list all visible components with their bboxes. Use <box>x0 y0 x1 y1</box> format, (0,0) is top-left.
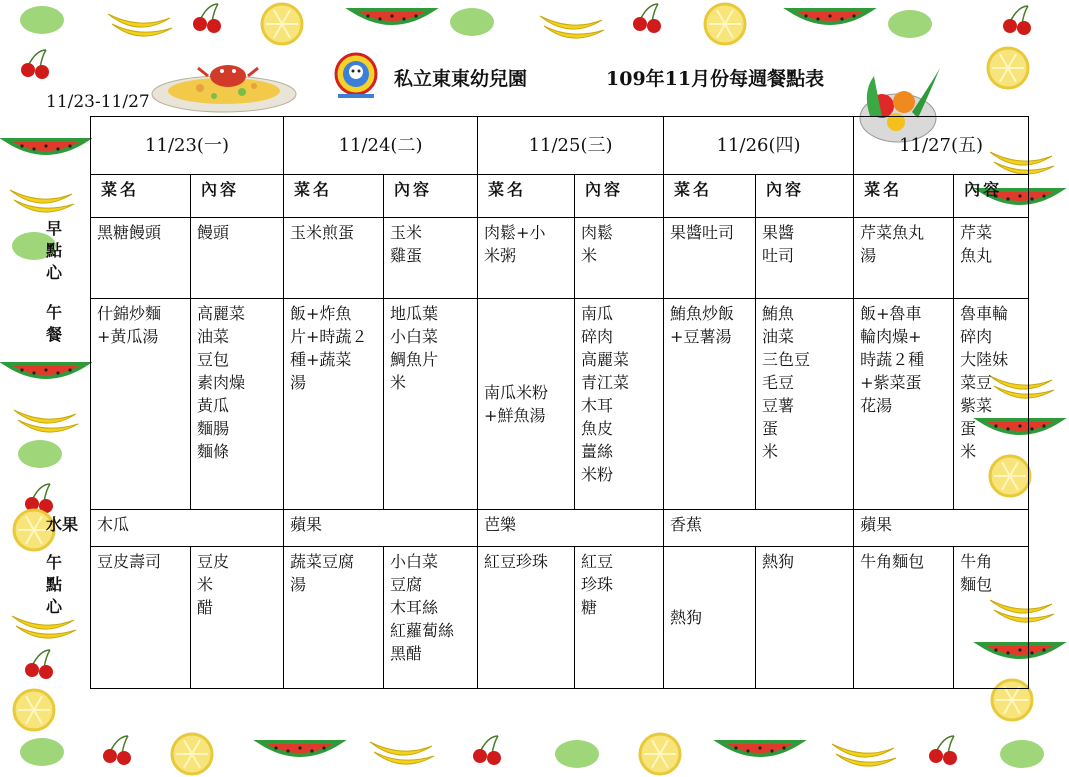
day-date: 11/24(二) <box>284 117 478 175</box>
afternoon-content-line: 黑醋 <box>390 644 423 663</box>
cherry-icon <box>633 4 661 33</box>
breakfast-dish <box>284 218 384 299</box>
lunch-dish <box>854 299 954 510</box>
row-label-afternoon-char: 午 <box>45 553 62 572</box>
afternoon-content-line: 珍珠 <box>581 575 614 594</box>
row-label-afternoon-char: 心 <box>45 597 62 616</box>
afternoon-dish-line: 牛角麵包 <box>860 552 925 571</box>
afternoon-dish <box>854 547 954 689</box>
lunch-dish <box>664 299 756 510</box>
lunch-content-line: 米 <box>960 442 977 461</box>
lunch-dish-line: +黃瓜湯 <box>97 327 159 346</box>
cherry-icon <box>473 736 501 765</box>
lunch-content-line: 毛豆 <box>762 373 795 392</box>
lunch-dish-line: +紫菜蛋 <box>860 373 922 392</box>
afternoon-content-line: 紅豆 <box>581 552 614 571</box>
lunch-content-line: 碎肉 <box>960 327 993 346</box>
breakfast-content-line: 吐司 <box>762 246 795 265</box>
lunch-content-line: 高麗菜 <box>197 304 246 323</box>
afternoon-dish-line: 熱狗 <box>670 608 703 627</box>
lunch-content <box>384 299 478 510</box>
mango-icon <box>20 6 64 34</box>
lunch-dish-line: 南瓜米粉 <box>484 383 549 402</box>
breakfast-content-line: 饅頭 <box>197 223 230 242</box>
lunch-content-line: 蛋 <box>762 419 779 438</box>
mango-icon <box>450 8 494 36</box>
lunch-content-line: 高麗菜 <box>581 350 630 369</box>
lunch-dish-line: 飯+炸魚 <box>290 304 352 323</box>
school-name: 私立東東幼兒園 <box>394 68 528 90</box>
cherry-icon <box>103 736 131 765</box>
afternoon-dish <box>284 547 384 689</box>
lunch-content-line: 三色豆 <box>762 350 811 369</box>
lunch-dish-line: +鮮魚湯 <box>484 406 546 425</box>
lunch-content-line: 麵腸 <box>197 419 230 438</box>
afternoon-content-line: 糖 <box>581 598 598 617</box>
breakfast-dish-line: 黑糖饅頭 <box>97 223 162 242</box>
breakfast-content-line: 果醬 <box>762 223 795 242</box>
menu-title: 109年11月份每週餐點表 <box>606 68 825 90</box>
banana-icon <box>108 14 172 36</box>
row-label-breakfast-char: 早 <box>45 219 62 238</box>
mango-icon <box>1000 740 1044 768</box>
lemon-slice-icon <box>172 734 212 774</box>
afternoon-content <box>756 547 854 689</box>
afternoon-content-line: 熱狗 <box>762 552 795 571</box>
lunch-dish-line: 片+時蔬２ <box>290 327 368 346</box>
watermelon-icon <box>352 10 432 23</box>
lunch-dish-line: 種+蔬菜 <box>290 350 352 369</box>
lemon-slice-icon <box>640 734 680 774</box>
lunch-content <box>575 299 664 510</box>
breakfast-content <box>954 218 1029 299</box>
afternoon-dish <box>664 547 756 689</box>
row-label-breakfast-char: 心 <box>45 263 62 282</box>
afternoon-dish-line: 湯 <box>290 575 307 594</box>
lunch-dish-line: 時蔬２種 <box>860 350 925 369</box>
date-range: 11/23-11/27 <box>46 92 150 112</box>
watermelon-icon <box>6 140 86 153</box>
watermelon-icon <box>790 10 870 23</box>
breakfast-dish <box>854 218 954 299</box>
lemon-slice-icon <box>988 48 1028 88</box>
fruit-row <box>91 510 1029 547</box>
breakfast-content <box>756 218 854 299</box>
food-plate-icon <box>150 58 298 118</box>
afternoon-content-line: 醋 <box>197 598 214 617</box>
afternoon-content-line: 小白菜 <box>390 552 439 571</box>
lunch-content-line: 地瓜葉 <box>390 304 439 323</box>
fruit-cell: 木瓜 <box>91 510 284 547</box>
watermelon-icon <box>260 742 340 755</box>
lemon-slice-icon <box>14 690 54 730</box>
afternoon-content-line: 牛角 <box>960 552 993 571</box>
row-label-fruit: 水果 <box>45 515 78 534</box>
afternoon-dish-line: 豆皮壽司 <box>97 552 162 571</box>
row-label-breakfast <box>42 218 66 284</box>
lunch-content-line: 素肉燥 <box>197 373 246 392</box>
column-header-row <box>91 175 1029 218</box>
banana-icon <box>14 410 78 432</box>
lunch-dish <box>478 299 575 510</box>
banana-icon <box>12 616 76 638</box>
lunch-content <box>756 299 854 510</box>
mango-icon <box>20 738 64 766</box>
lunch-content-line: 蛋 <box>960 419 977 438</box>
banana-icon <box>832 744 896 766</box>
column-header-dish: 菜名 <box>664 175 756 218</box>
column-header-content: 內容 <box>756 175 854 218</box>
afternoon-content-line: 紅蘿蔔絲 <box>390 621 455 640</box>
column-header-dish: 菜名 <box>478 175 575 218</box>
lunch-dish-line: 花湯 <box>860 396 893 415</box>
breakfast-content-line: 玉米 <box>390 223 423 242</box>
lunch-content-line: 南瓜 <box>581 304 614 323</box>
lunch-content-line: 碎肉 <box>581 327 614 346</box>
afternoon-snack-row <box>91 547 1029 689</box>
mango-icon <box>18 440 62 468</box>
lunch-row <box>91 299 1029 510</box>
column-header-dish: 菜名 <box>284 175 384 218</box>
lunch-content-line: 魚皮 <box>581 419 614 438</box>
breakfast-dish-line: 米粥 <box>484 246 517 265</box>
afternoon-content <box>191 547 284 689</box>
lunch-dish-line: +豆薯湯 <box>670 327 732 346</box>
cherry-icon <box>929 736 957 765</box>
lemon-slice-icon <box>262 4 302 44</box>
row-label-afternoon <box>42 552 66 618</box>
watermelon-icon <box>6 364 86 377</box>
lunch-content <box>191 299 284 510</box>
lunch-dish-line: 鮪魚炒飯 <box>670 304 735 323</box>
row-label-breakfast-char: 點 <box>45 241 62 260</box>
lunch-content-line: 木耳 <box>581 396 614 415</box>
column-header-content: 內容 <box>191 175 284 218</box>
day-date: 11/23(一) <box>91 117 284 175</box>
lunch-content-line: 小白菜 <box>390 327 439 346</box>
banana-icon <box>10 190 74 212</box>
lunch-dish-line: 飯+魯車 <box>860 304 922 323</box>
cherry-icon <box>21 50 49 79</box>
day-date: 11/27(五) <box>854 117 1029 175</box>
breakfast-row <box>91 218 1029 299</box>
column-header-content: 內容 <box>384 175 478 218</box>
weekly-menu-table <box>90 116 1029 689</box>
column-header-content: 內容 <box>575 175 664 218</box>
cherry-icon <box>193 4 221 33</box>
afternoon-dish <box>91 547 191 689</box>
afternoon-content-line: 米 <box>197 575 214 594</box>
breakfast-content <box>575 218 664 299</box>
fruit-cell: 香蕉 <box>664 510 854 547</box>
lunch-dish-line: 湯 <box>290 373 307 392</box>
date-row <box>91 117 1029 175</box>
afternoon-content <box>384 547 478 689</box>
breakfast-dish <box>91 218 191 299</box>
lunch-content-line: 米 <box>390 373 407 392</box>
breakfast-content <box>384 218 478 299</box>
lunch-dish <box>284 299 384 510</box>
lunch-content-line: 豆薯 <box>762 396 795 415</box>
lemon-slice-icon <box>705 4 745 44</box>
day-date: 11/25(三) <box>478 117 664 175</box>
fruit-cell: 蘋果 <box>284 510 478 547</box>
school-logo <box>326 52 386 104</box>
afternoon-dish <box>478 547 575 689</box>
breakfast-content <box>191 218 284 299</box>
breakfast-dish <box>478 218 575 299</box>
banana-icon <box>370 742 434 764</box>
afternoon-content-line: 豆皮 <box>197 552 230 571</box>
fruit-cell: 蘋果 <box>854 510 1029 547</box>
lunch-content-line: 鯛魚片 <box>390 350 439 369</box>
row-label-lunch <box>42 302 66 346</box>
row-label-lunch-char: 餐 <box>45 325 62 344</box>
column-header-dish: 菜名 <box>91 175 191 218</box>
afternoon-content-line: 豆腐 <box>390 575 423 594</box>
lunch-dish-line: 輪肉燥+ <box>860 327 922 346</box>
mango-icon <box>555 740 599 768</box>
afternoon-dish-line: 紅豆珍珠 <box>484 552 549 571</box>
afternoon-content-line: 麵包 <box>960 575 993 594</box>
mango-icon <box>888 10 932 38</box>
lunch-content-line: 青江菜 <box>581 373 630 392</box>
lunch-content-line: 菜豆 <box>960 373 993 392</box>
breakfast-content-line: 雞蛋 <box>390 246 423 265</box>
day-date: 11/26(四) <box>664 117 854 175</box>
watermelon-icon <box>720 742 800 755</box>
banana-icon <box>540 16 604 38</box>
lunch-content-line: 油菜 <box>762 327 795 346</box>
lunch-content-line: 米粉 <box>581 465 614 484</box>
breakfast-dish-line: 果醬吐司 <box>670 223 735 242</box>
breakfast-content-line: 米 <box>581 246 598 265</box>
breakfast-dish-line: 芹菜魚丸 <box>860 223 925 242</box>
breakfast-content-line: 芹菜 <box>960 223 993 242</box>
lunch-content-line: 薑絲 <box>581 442 614 461</box>
lunch-content-line: 油菜 <box>197 327 230 346</box>
lunch-content-line: 黃瓜 <box>197 396 230 415</box>
lunch-content-line: 魯車輪 <box>960 304 1009 323</box>
lunch-dish <box>91 299 191 510</box>
lunch-content <box>954 299 1029 510</box>
breakfast-dish <box>664 218 756 299</box>
afternoon-content-line: 木耳絲 <box>390 598 439 617</box>
afternoon-content <box>575 547 664 689</box>
column-header-dish: 菜名 <box>854 175 954 218</box>
breakfast-dish-line: 湯 <box>860 246 877 265</box>
cherry-icon <box>25 484 53 513</box>
lunch-content-line: 鮪魚 <box>762 304 795 323</box>
afternoon-dish-line: 蔬菜豆腐 <box>290 552 355 571</box>
column-header-content: 內容 <box>954 175 1029 218</box>
lunch-content-line: 豆包 <box>197 350 230 369</box>
lunch-content-line: 紫菜 <box>960 396 993 415</box>
breakfast-dish-line: 玉米煎蛋 <box>290 223 355 242</box>
afternoon-content <box>954 547 1029 689</box>
breakfast-content-line: 魚丸 <box>960 246 993 265</box>
fruit-cell: 芭樂 <box>478 510 664 547</box>
lunch-dish-line: 什錦炒麵 <box>97 304 162 323</box>
breakfast-content-line: 肉鬆 <box>581 223 614 242</box>
lunch-content-line: 麵條 <box>197 442 230 461</box>
cherry-icon <box>1003 6 1031 35</box>
lunch-content-line: 大陸妹 <box>960 350 1009 369</box>
breakfast-dish-line: 肉鬆+小 <box>484 223 546 242</box>
row-label-afternoon-char: 點 <box>45 575 62 594</box>
cherry-icon <box>25 650 53 679</box>
lunch-content-line: 米 <box>762 442 779 461</box>
row-label-lunch-char: 午 <box>45 303 62 322</box>
